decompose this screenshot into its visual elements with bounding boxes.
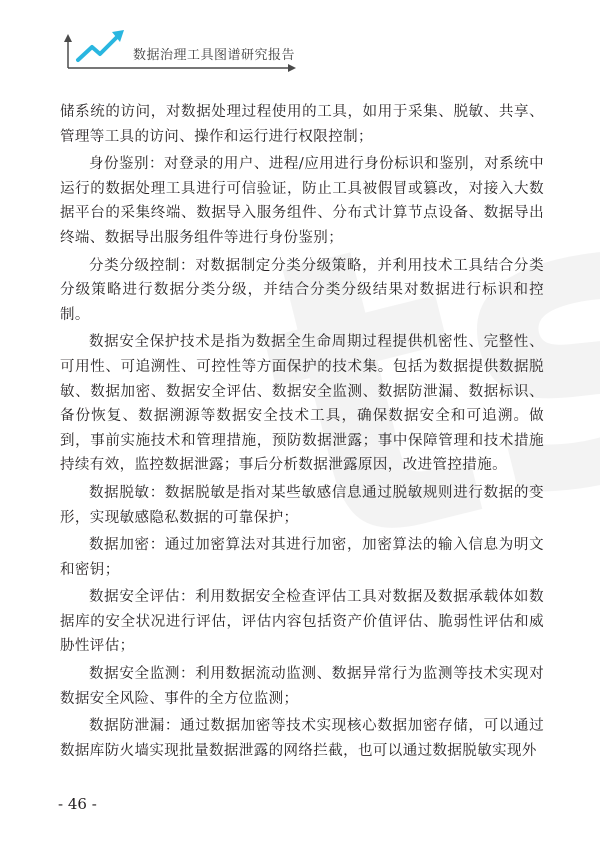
paragraph: 数据加密：通过加密算法对其进行加密，加密算法的输入信息为明文和密钥； (60, 537, 544, 578)
paragraph: 数据安全保护技术是指为数据全生命周期过程提供机密性、完整性、可用性、可追溯性、可控性等方面保护的技术集。包括为数据提供数据脱敏、数据加密、数据安全评估、数据安全监测、数据防泄漏、数据标识、备份恢复、数据溯源等数据安全技术工具，确保数据安全和可追溯。做到，事前实施技术和管理措施，预防数据泄露；事中保障管理和技术措施持续有效，监控数据泄露；事后分析数据泄露原因，改进管控措施。 (60, 334, 544, 474)
page-header (0, 0, 600, 80)
paragraph: 分类分级控制：对数据制定分类分级策略，并利用技术工具结合分类分级策略进行数据分类分级，并结合分类分级结果对数据进行标识和控制。 (60, 257, 544, 323)
paragraph: 数据脱敏：数据脱敏是指对某些敏感信息通过脱敏规则进行数据的变形，实现敏感隐私数据的可靠保护； (60, 484, 544, 526)
paragraph: 储系统的访问，对数据处理过程使用的工具，如用于采集、脱敏、共享、管理等工具的访问、操作和运行进行权限控制； (60, 104, 544, 145)
paragraph: 数据安全评估：利用数据安全检查评估工具对数据及数据承载体如数据库的安全状况进行评估，评估内容包括资产价值评估、脆弱性评估和威胁性评估； (60, 589, 544, 655)
paragraph: 数据安全监测：利用数据流动监测、数据异常行为监测等技术实现对数据安全风险、事件的全方位监测； (60, 666, 544, 707)
paragraph: 数据防泄漏：通过数据加密等技术实现核心数据加密存储，可以通过数据库防火墙实现批量数据泄露的网络拦截，也可以通过数据脱敏实现外 (60, 718, 544, 759)
document-body (60, 100, 544, 766)
paragraph: 身份鉴别：对登录的用户、进程/应用进行身份标识和鉴别，对系统中运行的数据处理工具进行可信验证，防止工具被假冒或篡改，对接入大数据平台的采集终端、数据导入服务组件、分布式计算节点设备、数据导出终端、数据导出服务组件等进行身份鉴别； (60, 156, 544, 246)
page-number: - 46 - (58, 795, 97, 813)
header-arrow-right-icon (288, 64, 296, 72)
trend-line-icon (78, 36, 118, 60)
header-title: 数据治理工具图谱研究报告 (133, 48, 296, 63)
header-arrow-up-icon (64, 34, 72, 42)
header-decoration (0, 0, 600, 80)
